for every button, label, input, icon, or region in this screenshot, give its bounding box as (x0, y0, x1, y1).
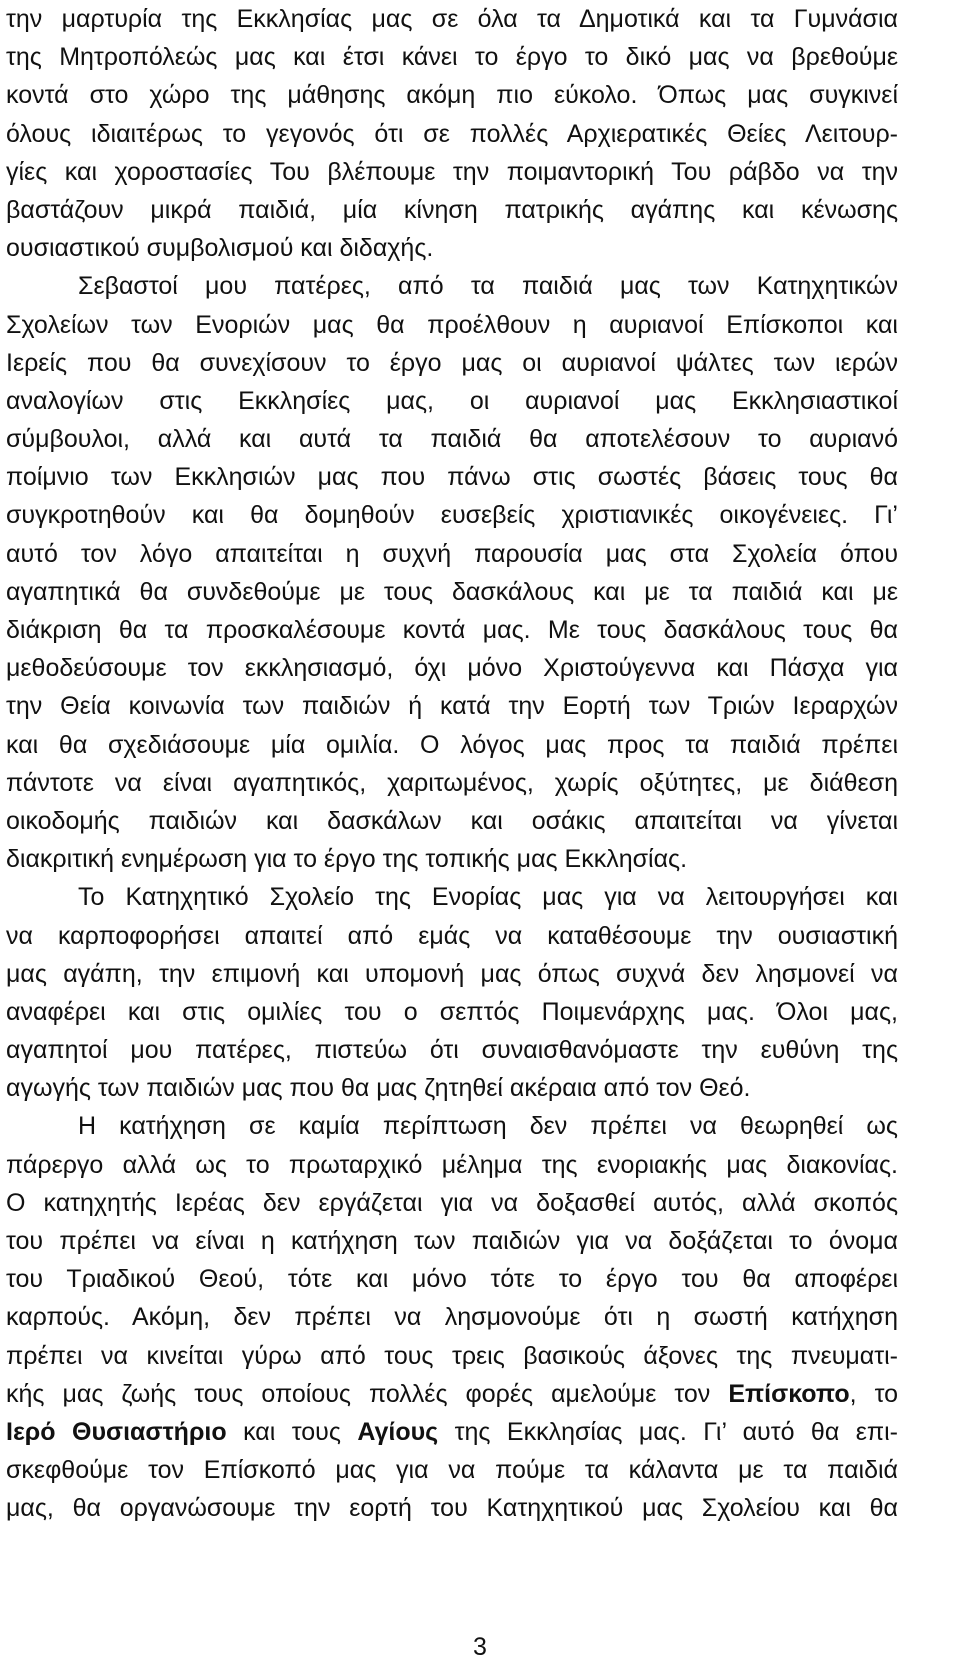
text-line: βαστάζουν μικρά παιδιά, μία κίνηση πατρικής αγάπης και κένωσης (6, 195, 898, 224)
text-line: διάκριση θα τα προσκαλέσουμε κοντά μας. Με τους δασκάλους τους θα (6, 616, 898, 644)
body-text (6, 0, 898, 1528)
text-line: του Τριαδικού Θεού, τότε και μόνο τότε το έργο του θα αποφέρει (6, 1265, 898, 1294)
text-line: μας, θα οργανώσουμε την εορτή του Κατηχητικού μας Σχολείου και θα (6, 1494, 898, 1523)
text-line: την Θεία κοινωνία των παιδιών ή κατά την Εορτή των Τριών Ιεραρχών (6, 692, 898, 721)
text-line: αγαπητικά θα συνδεθούμε με τους δασκάλους και με τα παιδιά και με (6, 577, 898, 606)
text-line: καρπούς. Ακόμη, δεν πρέπει να λησμονούμε ότι η σωστή κατήχηση (6, 1303, 898, 1332)
text-line: Σχολείων των Ενοριών μας θα προέλθουν η αυριανοί Επίσκοποι και (6, 310, 898, 339)
text-line: οικοδομής παιδιών και δασκάλων και οσάκις απαιτείται να γίνεται (6, 806, 898, 835)
text-line: και θα σχεδιάσουμε μία ομιλία. Ο λόγος μας προς τα παιδιά πρέπει (6, 730, 898, 759)
text-line-with-bold (6, 1375, 898, 1413)
text-line: όλους ιδιαιτέρως το γεγονός ότι σε πολλές Αρχιερατικές Θείες Λειτουρ- (6, 119, 898, 148)
text-line: του πρέπει να είναι η κατήχηση των παιδιών για να δοξάζεται το όνομα (6, 1227, 898, 1255)
bold-term-bishop: Επίσκοπο (728, 1379, 850, 1408)
text-line: πάντοτε να είναι αγαπητικός, χαριτωμένος, χωρίς οξύτητες, με διάθεση (6, 768, 898, 797)
line-text-after: , το (849, 1379, 898, 1408)
line-text-before: κής μας ζωής τους οποίους πολλές φορές αμελούμε τον (6, 1379, 729, 1408)
text-line: σκεφθούμε τον Επίσκοπό μας για να πούμε τα κάλαντα με τα παιδιά (6, 1456, 898, 1485)
text-line: Η κατήχηση σε καμία περίπτωση δεν πρέπει να θεωρηθεί ως (78, 1112, 898, 1141)
line-text-after: της Εκκλησίας μας. Γι’ αυτό θα επι- (438, 1417, 898, 1446)
text-line: διακριτική ενημέρωση για το έργο της τοπικής μας Εκκλησίας. (6, 845, 688, 874)
text-line: πρέπει να κινείται γύρω από τους τρεις βασικούς άξονες της πνευματι- (6, 1341, 898, 1370)
text-line: αυτό τον λόγο απαιτείται η συχνή παρουσία μας στα Σχολεία όπου (6, 539, 898, 568)
text-line: σύμβουλοι, αλλά και αυτά τα παιδιά θα αποτελέσουν το αυριανό (6, 425, 898, 454)
text-line: γίες και χοροστασίες Του βλέπουμε την ποιμαντορική Του ράβδο να την (6, 157, 898, 186)
page-number: 3 (473, 1633, 487, 1661)
text-line: αναλογίων στις Εκκλησίες μας, οι αυριανοί μας Εκκλησιαστικοί (6, 386, 898, 415)
text-line: μας αγάπη, την επιμονή και υπομονή μας όπως συχνά δεν λησμονεί να (6, 959, 898, 988)
text-line: να καρποφορήσει απαιτεί από εμάς να καταθέσουμε την ουσιαστική (6, 921, 898, 950)
text-line: αγωγής των παιδιών μας που θα μας ζητηθεί ακέραια από τον Θεό. (6, 1074, 751, 1103)
text-line: συγκροτηθούν και θα δομηθούν ευσεβείς χριστιανικές οικογένειες. Γι’ (6, 501, 898, 530)
text-line-with-bold (6, 1413, 898, 1451)
text-line: την μαρτυρία της Εκκλησίας μας σε όλα τα Δημοτικά και τα Γυμνάσια (6, 5, 898, 33)
text-line: αναφέρει και στις ομιλίες του ο σεπτός Ποιμενάρχης μας. Όλοι μας, (6, 997, 898, 1026)
text-line: ποίμνιο των Εκκλησιών μας που πάνω στις σωστές βάσεις τους θα (6, 463, 898, 492)
text-line: ουσιαστικού συμβολισμού και διδαχής. (6, 234, 434, 263)
bold-term-saints: Αγίους (357, 1417, 439, 1446)
text-line: αγαπητοί μου πατέρες, πιστεύω ότι συναισθανόμαστε την ευθύνη της (6, 1036, 898, 1065)
text-line: κοντά στο χώρο της μάθησης ακόμη πιο εύκολο. Όπως μας συγκινεί (6, 81, 898, 110)
text-line: Ο κατηχητής Ιερέας δεν εργάζεται για να δοξασθεί αυτός, αλλά σκοπός (6, 1188, 898, 1217)
bold-term-altar: Ιερό Θυσιαστήριο (6, 1417, 227, 1446)
text-line: Σεβαστοί μου πατέρες, από τα παιδιά μας των Κατηχητικών (78, 272, 898, 301)
line-text-middle: και τους (226, 1417, 358, 1446)
text-line: μεθοδεύσουμε τον εκκλησιασμό, όχι μόνο Χριστούγεννα και Πάσχα για (6, 654, 898, 683)
text-line: Ιερείς που θα συνεχίσουν το έργο μας οι αυριανοί ψάλτες των ιερών (6, 348, 898, 377)
text-line: της Μητροπόλεώς μας και έτσι κάνει το έργο το δικό μας να βρεθούμε (6, 43, 898, 72)
text-line: Το Κατηχητικό Σχολείο της Ενορίας μας για να λειτουργήσει και (78, 883, 898, 912)
text-line: πάρεργο αλλά ως το πρωταρχικό μέλημα της ενοριακής μας διακονίας. (6, 1150, 898, 1179)
